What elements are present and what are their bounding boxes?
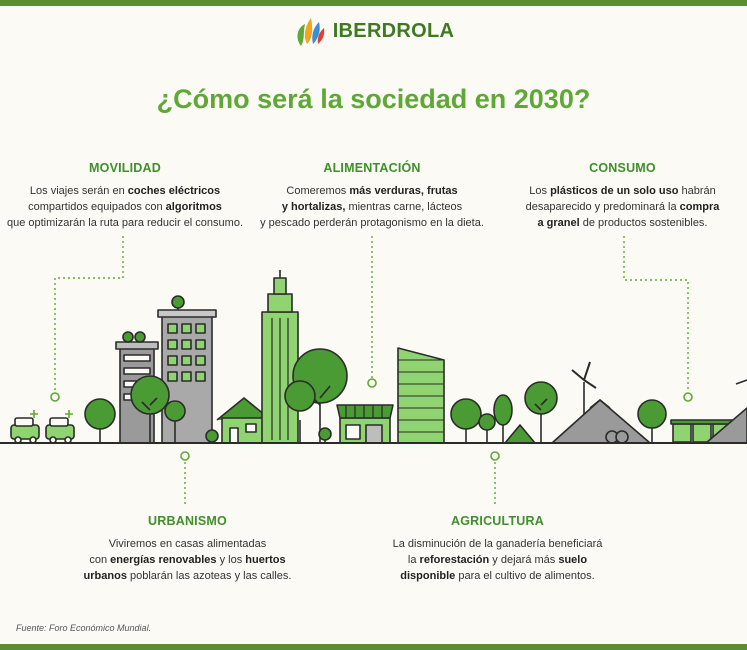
section-title: AGRICULTURA (451, 514, 544, 528)
tent-icon (505, 425, 535, 443)
section-urbanismo: URBANISMO Viviremos en casas alimentadas con energías renovables y los huertos urbanos poblarán las azoteas y las calles. (65, 513, 310, 584)
logo-text: IBERDROLA (332, 19, 455, 42)
tree-icon (494, 395, 512, 443)
section-title: URBANISMO (148, 514, 227, 528)
hill-icon (552, 400, 650, 443)
tree-icon (479, 414, 495, 443)
tower-icon (262, 270, 298, 443)
tree-icon (85, 399, 115, 443)
page-title: ¿Cómo será la sociedad en 2030? (156, 84, 591, 114)
tree-icon (525, 382, 557, 443)
section-alimentacion: ALIMENTACIÓN Comeremos más verduras, frutas y hortalizas, mientras carne, lácteos y pescado perderán protagonismo en la dieta. (252, 160, 492, 231)
section-movilidad: MOVILIDAD Los viajes serán en coches eléctricos compartidos equipados con algoritmos que optimizarán la ruta para reducir el consumo. (6, 161, 243, 229)
building-icon (398, 348, 444, 443)
building-icon (158, 296, 216, 443)
section-agricultura: AGRICULTURA La disminución de la ganadería beneficiará la reforestación y dejará más suelo disponible para el cultivo de alimentos. (375, 513, 620, 584)
section-consumo: CONSUMO Los plásticos de un solo uso habrán desaparecido y predominará la compra a granel de productos sostenibles. (500, 160, 745, 231)
electric-car-icon (46, 410, 74, 443)
tree-icon (206, 430, 218, 443)
section-title: CONSUMO (589, 161, 656, 175)
bottom-bar (0, 644, 747, 650)
slope-icon (706, 380, 747, 443)
source-note: Fuente: Foro Económico Mundial. (16, 623, 152, 633)
market-stall-icon (337, 405, 393, 443)
tree-icon (451, 399, 481, 443)
electric-car-icon (11, 410, 39, 443)
section-title: ALIMENTACIÓN (323, 161, 421, 175)
section-title: MOVILIDAD (89, 161, 161, 175)
